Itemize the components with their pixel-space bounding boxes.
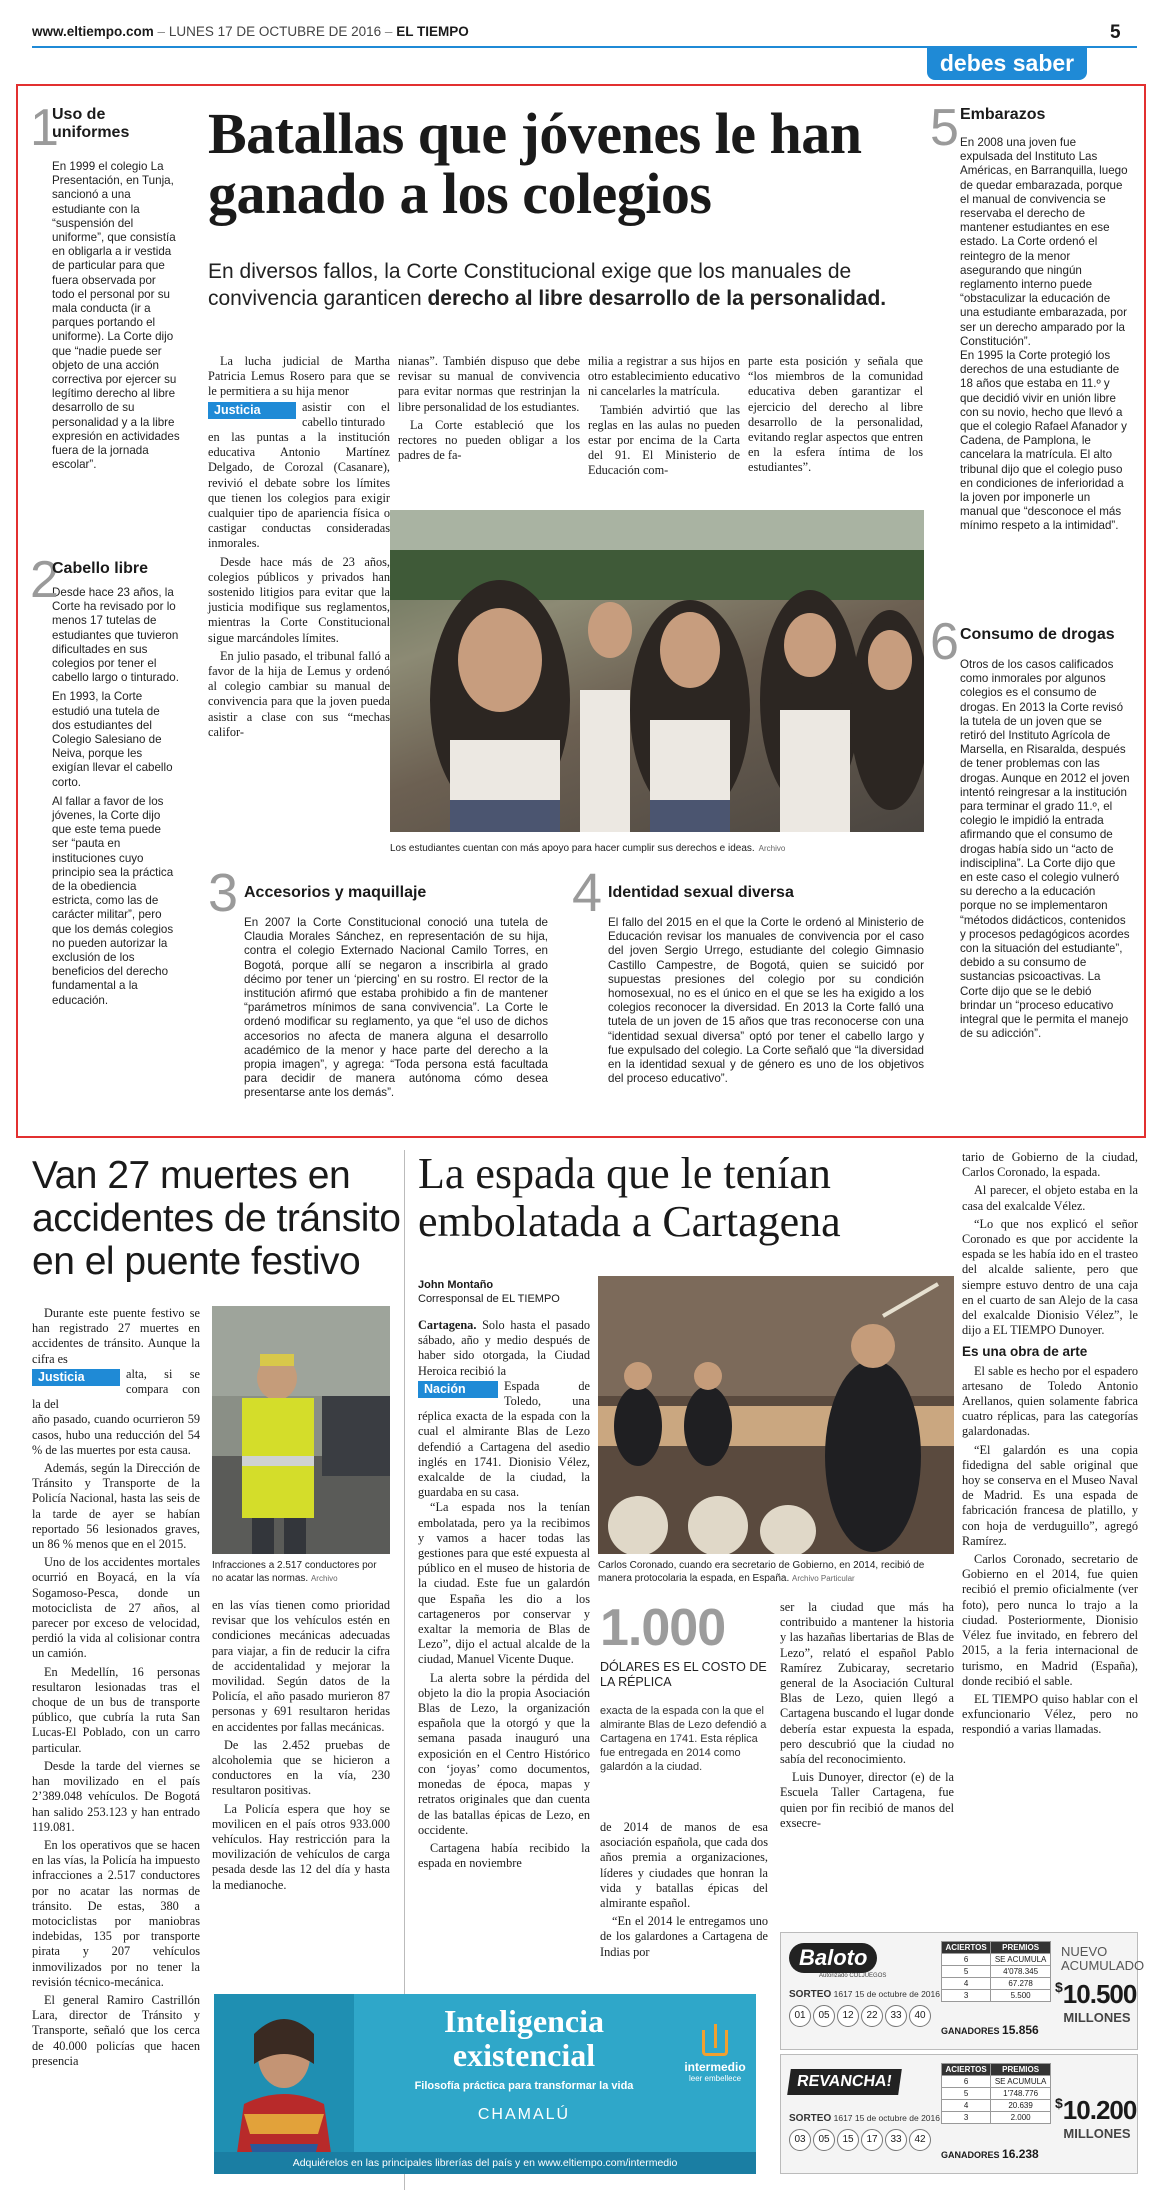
table-cell: SE ACUMULA (991, 1954, 1051, 1966)
body-para: alta, si se compara con la del (32, 1366, 200, 1412)
table-cell: 4 (942, 2100, 991, 2112)
item-title: Accesorios y maquillaje (244, 884, 427, 901)
item-text: En 1995 la Corte protegió los derechos de una estudiante de 18 años que estaba en 11.º y que decidió vivir en unión libre con su novio, hecho que llevó a que el colegio Rafael Afanador y Cadena, de Pamplona, le cancelara la matrícula. El alto tribunal dijo que el colegio puso en condiciones de inferioridad a la joven por imponerle un manual que “desconoce el más mínimo respeto a la intimidad”. (960, 349, 1127, 533)
author-portrait-illustration (214, 1994, 354, 2174)
main-col-2 (398, 354, 580, 466)
item-number: 2 (30, 551, 59, 609)
main-photo (390, 510, 924, 832)
sorteo-date: 15 de octubre de 2016 (854, 1989, 940, 1999)
body-para: En julio pasado, el tribunal falló a favor de la hija de Lemus y ordenó al colegio cambiar su manual de convivencia para que la joven pueda asistir a clase con sus “mechas califor- (208, 648, 390, 739)
number-ball: 15 (837, 2129, 859, 2151)
sorteo-label: SORTEO (789, 1989, 832, 2000)
table-header: ACIERTOS (942, 1942, 991, 1954)
caption-credit: Archivo (310, 1573, 338, 1583)
table-cell: 5 (942, 1966, 991, 1978)
site-url[interactable]: www.eltiempo.com (32, 24, 154, 39)
espada-byline (418, 1278, 588, 1306)
revancha-prize-table (941, 2063, 1051, 2124)
table-header: PREMIOS (991, 2064, 1051, 2076)
stat-text: exacta de la espada con la que el almirante Blas de Lezo defendió a Cartagena en 1741. Esta réplica fue entregada en 2014 como galardón a la ciudad. (600, 1705, 767, 1773)
ganadores-label: GANADORES (941, 2026, 1000, 2036)
body-para: En los operativos que se hacen en las vías, la Policía ha impuesto infracciones a 2.517 conductores por no acatar las normas de tránsito. De estas, 380 a motociclistas por maniobras indebidas, 135 por transporte pirata y 207 vehículos inmovilizados por no tener la revisión técnico-mecánica. (32, 1837, 200, 1989)
left-sidebar-2 (30, 551, 180, 1008)
body-para: Espada de Toledo, una réplica exacta de la espada con la cual el almirante Blas de Lezo defendió a Cartagena del asedio inglés en 1741. Dionisio Vélez, exalcalde de la ciudad, la guardaba en su casa. (418, 1378, 590, 1500)
sorteo-date: 15 de octubre de 2016 (854, 2113, 940, 2123)
table-cell: 5 (942, 2088, 991, 2100)
baloto-logo-text: Baloto (789, 1943, 877, 1973)
item-text: En 1993, la Corte estudió una tutela de dos estudiantes del Colegio Salesiano de Neiva, porque les exigían llevar el cabello corto. (52, 690, 173, 789)
number-ball: 42 (909, 2129, 931, 2151)
accidents-headline: Van 27 muertes en accidentes de tránsito en el puente festivo (32, 1154, 401, 1283)
page-header: www.eltiempo.com – LUNES 17 DE OCTUBRE DE 2016 – EL TIEMPO (32, 24, 469, 39)
main-col-1 (208, 354, 390, 743)
body-para: La lucha judicial de Martha Patricia Lemus Rosero para que se le permitiera a su hija menor (208, 354, 390, 399)
table-row (942, 1978, 1051, 1990)
item-number: 4 (572, 863, 603, 923)
body-para: “En el 2014 le entregamos uno de los galardones a Cartagena de Indias por (600, 1914, 768, 1959)
caption-text: Los estudiantes cuentan con más apoyo para hacer cumplir sus derechos e ideas. (390, 843, 755, 854)
body-para: También advirtió que las reglas en las aulas no pueden estar por encima de la Carta del 91. El Ministerio de Educación com- (588, 402, 740, 478)
ad-title (364, 2004, 684, 2072)
body-para: La Corte estableció que los rectores no pueden obligar a los padres de fa- (398, 417, 580, 463)
body-para: La Policía espera que hoy se movilicen en el país otros 933.000 vehículos. Hay restricción para la movilización de vehículos de carga pesada desde las 12 del día y hasta la medianoche. (212, 1801, 390, 1892)
accidents-photo (212, 1306, 390, 1554)
sorteo-label: SORTEO (789, 2113, 832, 2124)
publisher-slogan: leer embellece (688, 2074, 742, 2083)
ceremony-illustration (598, 1276, 954, 1554)
header-brand: EL TIEMPO (396, 24, 469, 39)
book-ad[interactable] (214, 1994, 756, 2174)
students-illustration (390, 510, 924, 832)
currency-symbol: $ (1055, 1979, 1063, 1995)
section-badge: debes saber (927, 48, 1087, 80)
body-para: Al parecer, el objeto estaba en la casa del exalcalde Vélez. (962, 1183, 1138, 1213)
revancha-jackpot (1055, 2095, 1139, 2141)
body-para: ser la ciudad que más ha contribuido a mantener la historia y las hazañas libertarias de Blas de Lezo”, relató el español Pablo Ramírez Zubicaray, secretario general de la Asociación Cultural Blas de Lezo, quien llegó a Cartagena buscando el lugar donde debería estar expuesta la espada, pero descubrió que la ciudad no sabía del reconocimiento. (780, 1600, 954, 1767)
body-para: Durante este puente festivo se han registrado 27 muertes en accidentes de tránsito. Aunque la cifra es (32, 1306, 200, 1366)
publisher-logo (680, 2030, 750, 2083)
accidents-col-1 (32, 1306, 200, 2072)
jackpot-unit: MILLONES (1063, 2010, 1131, 2025)
item-text: Al fallar a favor de los jóvenes, la Corte dijo que este tema puede ser “pauta en instituciones cuyo principio sea la práctica de la obediencia estricta, como las de carácter militar”, pero que los demás colegios no pueden autorizar la exclusión de los beneficios del derecho fundamental a la educación. (52, 794, 174, 1007)
item-text: En 1999 el colegio La Presentación, en Tunja, sancionó a una estudiante con la “suspensión del uniforme”, que consistía en obligarla a ir vestida de particular para que fuera observada por todo el personal por su mala conducta (ir a parques portando el uniforme). La Corte dijo que “nadie puede ser objeto de una acción correctiva por ejercer su legítimo derecho al libre desarrollo de su personalidad y a la libre expresión en actividades fuera de la jornada escolar”. (52, 160, 180, 472)
espada-col-3 (600, 1820, 768, 1963)
body-para: “La espada nos la tenían embolatada, pero ya la recibimos y vamos a hacer todas las gestiones para que esté expuesta al público en el museo de historia de la ciudad. Este fue un galardón que España les dio a los cartageneros por conservar y exaltar la memoria de Blas de Lezo”, dijo el actual alcalde de la ciudad, Manuel Vicente Duque. (418, 1500, 590, 1667)
revancha-logo: REVANCHA! (787, 2069, 901, 2095)
body-para: El sable es hecho por el espadero artesano de Toledo Antonio Arellanos, quien solamente fabrica cuatro réplicas, para las categorías galardonadas. (962, 1363, 1138, 1439)
item-text: Desde hace 23 años, la Corte ha revisado por lo menos 17 tutelas de estudiantes que tuvieron dificultades en sus colegios por tener el cabello largo o tinturado. (52, 586, 179, 685)
book-icon (702, 2030, 728, 2056)
item-box-4 (572, 863, 924, 1086)
table-row (942, 2088, 1051, 2100)
table-row (942, 1954, 1051, 1966)
number-ball: 03 (789, 2129, 811, 2151)
ad-subtitle: Filosofía práctica para transformar la vida (414, 2080, 634, 2092)
left-sidebar (30, 99, 180, 472)
main-deck (208, 258, 928, 312)
espada-photo (598, 1276, 954, 1554)
sorteo-number: 1617 (833, 2113, 853, 2123)
section-tag: Nación (418, 1381, 498, 1398)
body-para: en las vías tienen como prioridad revisar que los vehículos estén en condiciones mecánicas adecuadas para viajar, a fin de reducir la cifra de accidentalidad y mejorar la movilidad. Según datos de la Policía, el año pasado murieron 87 personas y 691 resultaron heridas en accidentes por fallas mecánicas. (212, 1598, 390, 1734)
baloto-sorteo (789, 1989, 940, 2000)
number-ball: 40 (909, 2005, 931, 2027)
baloto-logo-sub: Autorizado COLJUEGOS (819, 1973, 887, 1979)
table-cell: 4 (942, 1978, 991, 1990)
body-para: Además, según la Dirección de Tránsito y Transporte de la Policía Nacional, hasta las seis de la tarde de ayer se habían reportado 56 lesionados graves, un 86 % menos que en el 2015. (32, 1461, 200, 1552)
baloto-jackpot (1055, 1979, 1139, 2025)
revancha-box (780, 2054, 1138, 2174)
body-para: en las puntas a la institución educativa Antonio Martínez Delgado, de Corozal (Casanare), revivió el debate sobre los límites que tienen los colegios para exigir cualquier tipo de apariencia física o castigar conductas consideradas inmorales. (208, 430, 390, 551)
deck-bold: derecho al libre desarrollo de la personalidad. (427, 287, 887, 310)
table-cell: 1'748.776 (991, 2088, 1051, 2100)
ad-title-line: existencial (452, 2037, 596, 2073)
body-para: parte esta posición y señala que “los miembros de la comunidad educativa deben garantizar el ejercicio del derecho al libre desarrollo de la personalidad, evitando reglar aspectos que entren en la esfera íntima de los estudiantes”. (748, 354, 923, 475)
espada-col-5 (962, 1150, 1138, 1741)
table-row (942, 1990, 1051, 2002)
main-col-3 (588, 354, 740, 482)
main-col-4 (748, 354, 923, 476)
item-number: 3 (208, 863, 239, 923)
number-ball: 33 (885, 2129, 907, 2151)
espada-col-1 (418, 1318, 590, 1874)
jackpot-unit: MILLONES (1063, 2126, 1131, 2141)
body-para: Carlos Coronado, secretario de Gobierno en el 2014, fue quien recibió el premio oficialmente (ver foto), pero nunca lo trajo a la ciudad. Posteriormente, Dionisio Vélez fue invitado, en febrero del 2015, a la feria internacional de turismo, en Madrid (España), donde recibió el sable. (962, 1552, 1138, 1688)
jackpot-amount: 10.500 (1062, 1979, 1137, 2009)
caption-credit: Archivo Particular (792, 1573, 855, 1583)
espada-col-4 (780, 1600, 954, 1834)
accidents-col-2 (212, 1598, 390, 1896)
body-para: año pasado, cuando ocurrieron 59 casos, hubo una reducción del 54 % de las muertes por esta causa. (32, 1412, 200, 1457)
stat-number: 1.000 (600, 1599, 726, 1657)
item-text: En 2007 la Corte Constitucional conoció una tutela de Claudia Morales Sánchez, en representación de su hija, contra el colegio Externado Nacional Camilo Torres, en Bogotá, porque allí se negaron a inscribirla al grado décimo por tener un ‘piercing’ en su rostro. El rector de la institución afirmó que estaba prohibido a fin de mantener “parámetros mínimos de sana convivencia”. La Corte le ordenó modificar su reglamento, ya que “el uso de dichos accesorios no afecta de manera alguna el desarrollo académico de la menor y hace parte del derecho a la propia imagen”, y agrega: “Toda persona está facultada para decidir de manera autónoma cómo desea presentarse ante los demás”. (244, 916, 548, 1100)
revancha-sorteo (789, 2113, 940, 2124)
number-ball: 17 (861, 2129, 883, 2151)
body-para: De las 2.452 pruebas de alcoholemia que se hicieron a conductores en la vía, 230 resultaron positivas. (212, 1737, 390, 1798)
baloto-ganadores (941, 2023, 1039, 2037)
item-text: Otros de los casos calificados como inmorales por algunos colegios es el consumo de drogas. En 2013 la Corte revisó la tutela de un joven que se retiró del Instituto Agrícola de Marsella, en Risaralda, después de tener problemas con las drogas. Aunque en 2012 el joven intentó reingresar a la institución para terminar el grado 11.º, el colegio le impidió la entrada afirmando que el consumo de drogas había sido un “acto de indisciplina”. La Corte dijo que en este caso el colegio vulneró su derecho a la educación porque no se implementaron “métodos didácticos, contenidos y procesos pedagógicos acordes con la situación del estudiante”, debido a su consumo de sustancias psicoactivas. La Corte dijo que se le debió brindar un “proceso educativo integral que le permita el manejo de su adicción”. (960, 658, 1130, 1041)
ad-footer[interactable]: Adquiérelos en las principales librerías del país y en www.eltiempo.com/intermedio (214, 2152, 756, 2174)
item-title: Cabello libre (52, 560, 149, 577)
item-title: Embarazos (960, 106, 1046, 123)
right-sidebar (930, 99, 1130, 534)
section-tag: Justicia (208, 402, 296, 419)
table-cell: 2.000 (991, 2112, 1051, 2124)
item-number: 6 (930, 613, 959, 671)
body-para: Desde la tarde del viernes se han movilizado en el país 2’389.048 vehículos. De Bogotá han salido 253.123 y han entrado 119.081. (32, 1758, 200, 1834)
main-headline: Batallas que jóvenes le han ganado a los colegios (208, 101, 862, 226)
accidents-photo-caption (212, 1560, 390, 1585)
body-para: de 2014 de manos de esa asociación española, que cada dos años premia a organizaciones, líderes y ciudades que honran la vida y batallas épicas del almirante español. (600, 1820, 768, 1911)
caption-text: Infracciones a 2.517 conductores por no acatar las normas. (212, 1560, 377, 1584)
number-ball: 01 (789, 2005, 811, 2027)
baloto-balls (789, 2005, 933, 2027)
baloto-prize-table (941, 1941, 1051, 2002)
ganadores-value: 16.238 (1002, 2147, 1039, 2161)
number-ball: 22 (861, 2005, 883, 2027)
ganadores-label: GANADORES (941, 2150, 1000, 2160)
body-para: Cartagena había recibido la espada en noviembre (418, 1840, 590, 1871)
ad-title-line: Inteligencia (444, 2003, 604, 2039)
body-para: Desde hace más de 23 años, colegios públicos y privados han sostenido litigios para evitar que la justicia modifique sus reglamentos, mientras la Corte Constitucional sigue marcándoles límites. (208, 554, 390, 645)
lead-city: Cartagena. (418, 1318, 477, 1332)
item-text: En 2008 una joven fue expulsada del Instituto Las Américas, en Barranquilla, luego de quedar embarazada, porque el manual de convivencia se reservaba el derecho de mantener estudiantes en ese estado. La Corte ordenó el reintegro de la menor asegurando que ningún reglamento interno puede “obstaculizar la educación de una estudiante embarazada, por ser un derecho amparado por la Constitución”. (960, 136, 1128, 348)
item-title: Uso de uniformes (52, 106, 130, 141)
table-cell: 3 (942, 2112, 991, 2124)
deck-text: En diversos fallos, la Corte Constitucional exige que los manuales de convivencia garanticen (208, 260, 852, 310)
body-para: “El galardón es una copia fidedigna del sable original que hoy se conserva en el Museo Naval de Madrid. Es una espada de fabricación francesa de platillo, y con hoja de verduguillo”, agregó Ramírez. (962, 1442, 1138, 1548)
baloto-acumulado-label: NUEVO ACUMULADO (1061, 1944, 1145, 1973)
number-ball: 05 (813, 2129, 835, 2151)
page-number: 5 (1110, 22, 1121, 43)
jackpot-amount: 10.200 (1062, 2095, 1137, 2125)
body-para: EL TIEMPO quiso hablar con el exfuncionario Vélez, pero no respondió a varias llamadas. (962, 1691, 1138, 1737)
section-tag: Justicia (32, 1369, 120, 1386)
table-cell: 6 (942, 1954, 991, 1966)
item-box-3 (208, 863, 548, 1101)
table-cell: 6 (942, 2076, 991, 2088)
baloto-logo (789, 1943, 909, 1979)
subhead: Es una obra de arte (962, 1344, 1088, 1360)
body-para: “Lo que nos explicó el señor Coronado es que por accidente la espada se les había ido en el trasteo del alcalde saliente, pero que siempre estuvo dentro de una caja en el cuarto de san Alejo de la casa del exalcalde Dionisio Vélez”, le dijo a EL TIEMPO Dunoyer. (962, 1216, 1138, 1338)
table-cell: 3 (942, 1990, 991, 2002)
table-cell: SE ACUMULA (991, 2076, 1051, 2088)
police-illustration (212, 1306, 390, 1554)
table-cell: 67.278 (991, 1978, 1051, 1990)
item-text: El fallo del 2015 en el que la Corte le ordenó al Ministerio de Educación revisar los manuales de convivencia por el caso del joven Sergio Urrego, estudiante del colegio Gimnasio Castillo Campestre, de Bogotá, quien se suicidó por supuestas presiones del colegio por su condición homosexual, no es el único en el que se les ha exigido a los colegios reconocer la diversidad. En 2013 la Corte falló una tutela de un joven de 15 años que tras reconocerse con una “identidad sexual diversa” optó por tener el cabello largo y fue expulsado del colegio. La Corte señaló que “la diversidad en la identidad sexual y de género es uno de los objetivos del proceso educativo”. (608, 916, 924, 1086)
right-sidebar-2 (930, 613, 1130, 1041)
number-ball: 12 (837, 2005, 859, 2027)
number-ball: 33 (885, 2005, 907, 2027)
table-cell: 5.500 (991, 1990, 1051, 2002)
table-row (942, 2100, 1051, 2112)
item-number: 1 (30, 99, 59, 157)
body-para: El general Ramiro Castrillón Lara, director de Tránsito y Transporte, señaló que los cerca de 40.000 policías que hacen presencia (32, 1992, 200, 2068)
table-cell: 4'078.345 (991, 1966, 1051, 1978)
stat-label: DÓLARES ES EL COSTO DE LA RÉPLICA (600, 1660, 767, 1689)
currency-symbol: $ (1055, 2095, 1063, 2111)
body-para: Solo hasta el pasado sábado, año y medio después de haber sido otorgada, la Ciudad Heroica recibió la (418, 1318, 590, 1378)
stat-box (600, 1600, 768, 1774)
caption-text: Carlos Coronado, cuando era secretario de Gobierno, en 2014, recibió de manera protocolaria la espada, en España. (598, 1560, 925, 1584)
body-para: Uno de los accidentes mortales ocurrió en Boyacá, en la vía Sogamoso-Pesca, donde un motociclista de 27 años, al parecer por exceso de velocidad, perdió la vida al colisionar contra un camión. (32, 1555, 200, 1661)
table-header: ACIERTOS (942, 2064, 991, 2076)
sorteo-number: 1617 (833, 1989, 853, 1999)
caption-credit: Archivo (758, 844, 786, 853)
item-title: Consumo de drogas (960, 626, 1115, 643)
main-photo-caption (390, 838, 924, 856)
item-title: Identidad sexual diversa (608, 884, 794, 901)
table-row (942, 1966, 1051, 1978)
body-para: tario de Gobierno de la ciudad, Carlos Coronado, la espada. (962, 1150, 1138, 1180)
espada-headline: La espada que le tenían embolatada a Cartagena (418, 1149, 841, 1246)
revancha-balls (789, 2129, 933, 2151)
body-para: Luis Dunoyer, director (e) de la Escuela Taller Cartagena, fue quien por fin recibió de manos del exsecre- (780, 1770, 954, 1830)
revancha-ganadores (941, 2147, 1039, 2161)
body-para: La alerta sobre la pérdida del objeto la dio la propia Asociación Blas de Lezo, la organización española que la otorgó y que la semana pasada inauguró una exposición en el Centro Histórico con ‘joyas’ como documentos, monedas de época, mapas y retratos originales que dan cuenta de las batallas épicas de Lezo, en occidente. (418, 1670, 590, 1837)
body-para: En Medellín, 16 personas resultaron lesionadas tras el choque de un bus de transporte público, que cubría la ruta San Lucas-El Poblado, con un carro particular. (32, 1664, 200, 1755)
header-date: LUNES 17 DE OCTUBRE DE 2016 (168, 24, 382, 39)
table-cell: 20.639 (991, 2100, 1051, 2112)
ad-author: CHAMALÚ (477, 2106, 571, 2123)
author-role: Corresponsal de EL TIEMPO (418, 1293, 560, 1305)
table-row (942, 2112, 1051, 2124)
body-para: asistir con el cabello tinturado (302, 399, 390, 429)
espada-photo-caption (598, 1560, 954, 1585)
table-row (942, 2076, 1051, 2088)
body-para: milia a registrar a sus hijos en otro establecimiento educativo ni cancelarles la matrícula. (588, 354, 740, 399)
item-number: 5 (930, 99, 959, 157)
baloto-box (780, 1932, 1145, 2050)
publisher-name: intermedio (684, 2060, 746, 2074)
ganadores-value: 15.856 (1002, 2023, 1039, 2037)
author-name: John Montaño (418, 1279, 494, 1291)
body-para: nianas”. También dispuso que debe revisar su manual de convivencia para evitar normas que restrinjan la libre personalidad de los estudiantes. (398, 354, 580, 414)
table-header: PREMIOS (991, 1942, 1051, 1954)
number-ball: 05 (813, 2005, 835, 2027)
